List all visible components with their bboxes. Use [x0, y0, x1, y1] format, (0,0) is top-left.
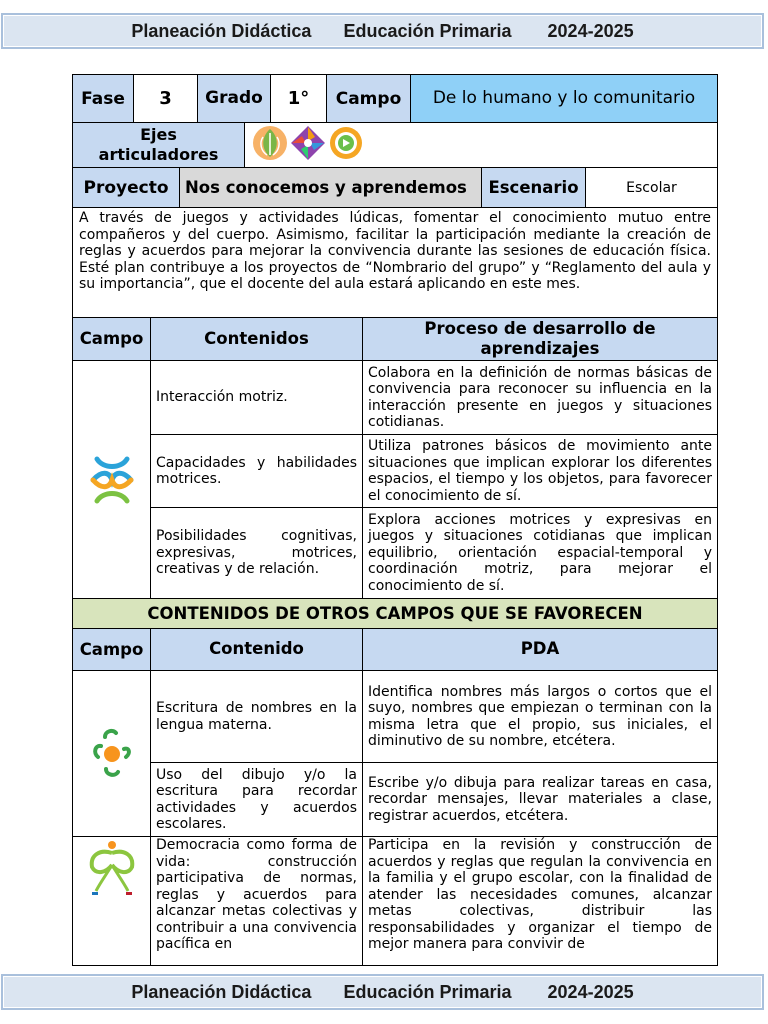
table-row: [73, 508, 718, 599]
fase-value: 3: [134, 75, 198, 123]
humano-comunitario-icon: [87, 455, 137, 505]
proceso-cell: Colabora en la definición de normas básicas de convivencia para reconocer su influencia en la interacción presente en juegos y situaciones cotidianas.: [363, 361, 718, 435]
contenido-cell: Interacción motriz.: [151, 361, 363, 435]
bottom-banner: [1, 974, 764, 1010]
table-row: [73, 361, 718, 435]
contenido-cell: Democracia como forma de vida: construcción participativa de normas, reglas y acuerdos para alcanzar metas colectivas y contribuir a una convivencia pacífica en: [151, 837, 363, 966]
description-table: [72, 207, 718, 318]
otros-title: CONTENIDOS DE OTROS CAMPOS QUE SE FAVORECEN: [73, 599, 718, 629]
banner-level: Educación Primaria: [343, 20, 512, 41]
main-header-contenidos: Contenidos: [151, 318, 363, 361]
main-header-campo: Campo: [73, 318, 151, 361]
banner-level: Educación Primaria: [343, 981, 512, 1002]
banner-year: 2024-2025: [547, 981, 634, 1002]
otros-header-pda: PDA: [363, 629, 718, 671]
table-row: [73, 671, 718, 763]
main-header-proceso: Proceso de desarrollo de aprendizajes: [363, 318, 718, 361]
pda-cell: Identifica nombres más largos o cortos que el suyo, nombres que empiezan o terminan con la misma letra que el propio, sus iniciales, el diminutivo de su nombre, etcétera.: [363, 671, 718, 763]
table-row: [73, 435, 718, 508]
diamond-arrows-icon: [291, 126, 325, 160]
campo-icon-cell: [73, 361, 151, 599]
proyecto-value: Nos conocemos y aprendemos: [180, 168, 482, 208]
otros-header-contenido: Contenido: [151, 629, 363, 671]
otros-header-campo: Campo: [73, 629, 151, 671]
otros-title-table: [72, 598, 718, 629]
description-text: A través de juegos y actividades lúdicas, fomentar el conocimiento mutuo entre compañeros y del cuerpo. Asimismo, facilitar la participación mediante la creación de reglas y acuerdos para mejorar la convivencia durante las sesiones de educación física. Esté plan contribuye a los proyectos de “Nombrario del grupo” y “Reglamento del aula y su importancia”, que el docente del aula estará aplicando en este mes.: [73, 208, 718, 318]
escenario-value: Escolar: [586, 168, 718, 208]
main-content-table: [72, 317, 718, 599]
ejes-label: Ejes articuladores: [73, 123, 245, 168]
otros-campos-table: [72, 628, 718, 966]
campo-label: Campo: [327, 75, 411, 123]
banner-title: Planeación Didáctica: [131, 981, 312, 1002]
grado-label: Grado: [198, 75, 271, 123]
banner-title: Planeación Didáctica: [131, 20, 312, 41]
ejes-table: [72, 122, 718, 168]
etica-naturaleza-icon: [82, 839, 142, 897]
proyecto-label: Proyecto: [73, 168, 180, 208]
table-row: [73, 763, 718, 837]
campo-icon-cell: [73, 837, 151, 966]
pda-cell: Participa en la revisión y construcción de acuerdos y reglas que regulan la convivencia en la familia y el grupo escolar, con la finalidad de atender las necesidades comunes, alcanzar metas colectivas, distribuir las responsabilidades y organizar el tiempo de mejor manera para convivir de: [363, 837, 718, 966]
banner-year: 2024-2025: [547, 20, 634, 41]
campo-value: De lo humano y lo comunitario: [411, 75, 718, 123]
contenido-cell: Posibilidades cognitivas, expresivas, motrices, creativas y de relación.: [151, 508, 363, 599]
orange-circle-icon: [330, 127, 362, 159]
table-row: [73, 837, 718, 966]
proceso-cell: Utiliza patrones básicos de movimiento ante situaciones que implican explorar los diferentes espacios, el tiempo y los objetos, para favorecer el conocimiento de sí.: [363, 435, 718, 508]
pda-cell: Escribe y/o dibuja para realizar tareas en casa, recordar mensajes, llevar materiales a clase, registrar acuerdos, etcétera.: [363, 763, 718, 837]
campo-icon-cell: [73, 671, 151, 837]
fase-label: Fase: [73, 75, 134, 123]
contenido-cell: Escritura de nombres en la lengua materna.: [151, 671, 363, 763]
header-table: [72, 74, 718, 123]
leaf-icon: [253, 126, 287, 160]
ejes-icons: [245, 123, 718, 168]
lenguajes-icon: [89, 727, 135, 781]
escenario-label: Escenario: [482, 168, 586, 208]
proyecto-table: [72, 167, 718, 208]
contenido-cell: Uso del dibujo y/o la escritura para recordar actividades y acuerdos escolares.: [151, 763, 363, 837]
ejes-icons-strip: [251, 123, 371, 163]
grado-value: 1°: [271, 75, 327, 123]
top-banner: [1, 13, 764, 49]
proceso-cell: Explora acciones motrices y expresivas en juegos y situaciones cotidianas que implican equilibrio, orientación espacial-temporal y coordinación motriz, para mejorar el conocimiento de sí.: [363, 508, 718, 599]
contenido-cell: Capacidades y habilidades motrices.: [151, 435, 363, 508]
